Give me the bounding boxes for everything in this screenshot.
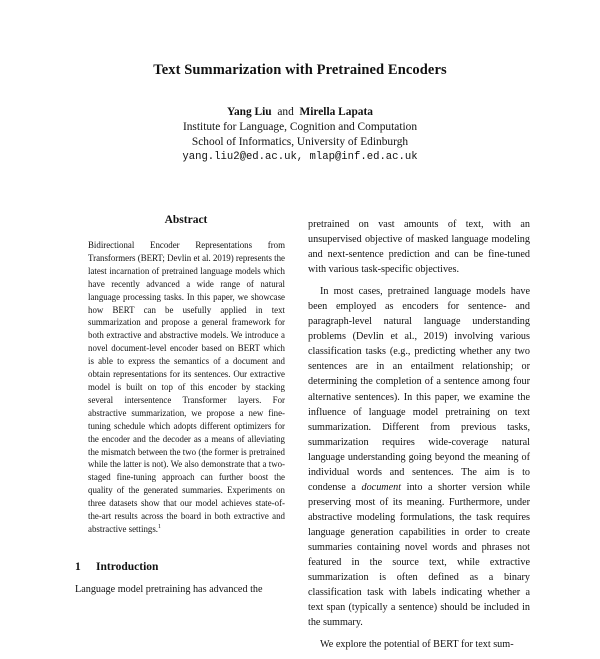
abstract-body: Bidirectional Encoder Representations from Transformers (BERT; Devlin et al. 2019) represents the latest incarnation of pretrained language models which have recently advanced a wide range of natural language processing tasks. In this paper, we showcase how BERT can be usefully applied in text summarization and propose a general framework for both extractive and abstractive models. We introduce a novel document-level encoder based on BERT which is able to express the semantics of a document and obtain representations for its sentences. Our extractive model is built on top of this encoder by stacking several intersentence Transformer layers. For abstractive summarization, we propose a new fine-tuning schedule which adopts different optimizers for the encoder and the decoder as a means of alleviating the mismatch between the two (the former is pretrained while the latter is not). We also demonstrate that a two-staged fine-tuning approach can further boost the quality of the generated summaries. Experiments on three datasets show that our model achieves state-of-the-art results across the board in both extractive and abstractive settings. — [88, 240, 285, 534]
right-paragraph-2-start: In most cases, pretrained language models have been employed as encoders for sentence- and paragraph-level natural language understanding problems (Devlin et al., 2019) involving various classification tasks (e.g., predicting whether any two sentences are in an entailment relationship; or determining the completion of a sentence among four alternative sentences). In this paper, we examine the influence of language model pretraining on text summarization. Different from previous tasks, summarization requires wide-coverage natural language understanding going beyond the meaning of individual words and sentences. The aim is to condense a — [308, 286, 530, 493]
author-emails: yang.liu2@ed.ac.uk, mlap@inf.ed.ac.uk — [182, 151, 418, 163]
section-title: Introduction — [96, 561, 159, 573]
author-2: Mirella Lapata — [299, 106, 373, 118]
abstract-heading: Abstract — [164, 214, 208, 226]
right-paragraph-1: pretrained on vast amounts of text, with an unsupervised objective of masked language modeling and next-sentence prediction and can be fine-tuned with various task-specific objectives. — [308, 219, 530, 276]
right-paragraph-3: We explore the potential of BERT for text sum- — [320, 639, 514, 651]
right-paragraph-2 — [308, 284, 530, 630]
author-names — [0, 105, 600, 120]
affiliation-1: Institute for Language, Cognition and Computation — [182, 121, 418, 133]
affiliation-2: School of Informatics, University of Edinburgh — [191, 136, 409, 148]
abstract-text — [88, 239, 285, 536]
footnote-mark: 1 — [158, 523, 161, 530]
author-conjunction: and — [277, 106, 294, 118]
section-number: 1 — [75, 561, 81, 573]
author-block — [0, 105, 600, 165]
right-paragraph-2-end: into a shorter version while preserving most of its meaning. Furthermore, under abstractive modeling formulations, the task requires language generation capabilities in order to create summaries containing novel words and phrases not featured in the source text, while extractive summarization is often defined as a binary classification task with labels indicating whether a text span (typically a sentence) should be included in the summary. — [308, 481, 530, 629]
author-1: Yang Liu — [226, 106, 272, 118]
paper-title: Text Summarization with Pretrained Encoders — [153, 62, 447, 78]
introduction-left-text: Language model pretraining has advanced the — [75, 584, 263, 595]
emphasis-document: document — [361, 481, 402, 493]
section-heading-introduction — [75, 561, 305, 573]
right-column — [308, 217, 530, 659]
